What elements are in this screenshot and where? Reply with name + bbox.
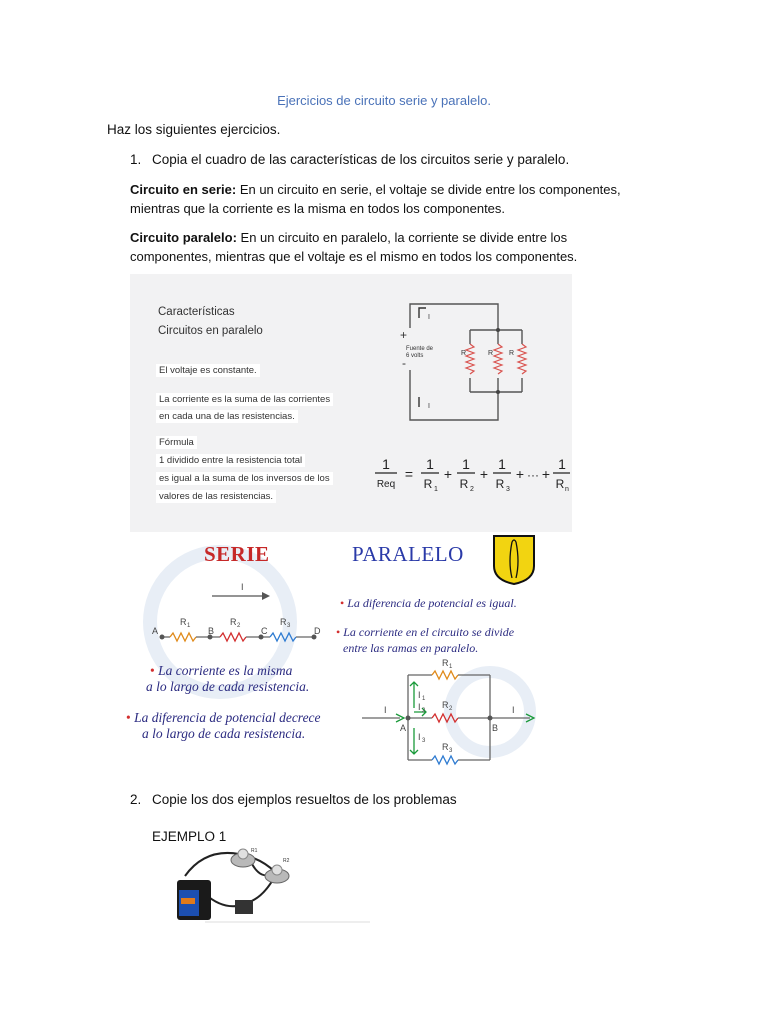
serie-paragraph	[130, 180, 650, 218]
serie-statement-2	[126, 710, 321, 726]
formula-r1: R	[423, 477, 433, 491]
parallel-node-b: B	[492, 723, 499, 733]
formula-r2: R	[459, 477, 469, 491]
circuit-source-2: 6 volts	[406, 353, 424, 359]
serie-text-2a: La diferencia de potencial decrece	[134, 710, 321, 725]
formula-plus-1: +	[443, 466, 453, 482]
paralelo-term: Circuito paralelo:	[130, 230, 237, 245]
formula-r3: R	[495, 477, 505, 491]
serie-paralelo-figure	[126, 532, 546, 772]
exercise-1-text: Copia el cuadro de las características de los circuitos serie y paralelo.	[152, 152, 570, 167]
formula-req: Req	[376, 479, 396, 490]
bullet-icon: •	[126, 710, 131, 725]
circuit-r3-label: R	[509, 350, 515, 357]
formula-sub-3: 3	[506, 486, 510, 493]
char-current-2: en cada una de las resistencias.	[156, 410, 298, 423]
formula-plus-4: +	[541, 466, 551, 482]
serie-term: Circuito en serie:	[130, 182, 237, 197]
formula-num-1: 1	[426, 456, 434, 472]
parallel-circuit-diagram	[390, 292, 540, 432]
exercise-2-number: 2.	[130, 792, 142, 807]
circuit-plus: +	[400, 328, 408, 342]
exercise-2	[130, 792, 457, 807]
exercise-2-text: Copie los dos ejemplos resueltos de los problemas	[152, 792, 457, 807]
serie-statement-1	[150, 663, 292, 679]
circuit-i-bottom: I	[428, 403, 430, 410]
paralelo-text-2a: La corriente en el circuito se divide	[343, 625, 515, 639]
parallel-i2: I	[418, 702, 421, 712]
char-voltage: El voltaje es constante.	[156, 364, 260, 377]
example-1-heading: EJEMPLO 1	[152, 829, 227, 844]
serie-r1: R	[180, 617, 187, 627]
bullet-icon: •	[336, 625, 341, 639]
university-shield-icon	[494, 536, 534, 584]
formula-sub-2: 2	[470, 486, 474, 493]
serie-r2-sub: 2	[237, 623, 241, 629]
serie-node-b: B	[208, 626, 215, 636]
formula-plus-2: +	[479, 466, 489, 482]
parallel-r1: R	[442, 658, 449, 668]
bullet-icon: •	[340, 596, 345, 610]
formula-plus-3: +	[515, 466, 525, 482]
serie-r2: R	[230, 617, 237, 627]
parallel-r1-sub: 1	[449, 664, 453, 670]
serie-heading: SERIE	[204, 542, 270, 566]
switch-icon	[235, 900, 253, 914]
formula-num-n: 1	[558, 456, 566, 472]
parallel-node-a: A	[400, 723, 407, 733]
parallel-r3: R	[442, 742, 449, 752]
paralelo-definition: En un circuito en paralelo, la corriente se divide entre los componentes, mientras que el voltaje es el mismo en todos los componentes.	[130, 230, 578, 264]
parallel-i1: I	[418, 690, 421, 700]
page-title: Ejercicios de circuito serie y paralelo.	[277, 93, 491, 108]
bullet-icon: •	[150, 663, 155, 678]
parallel-r3-sub: 3	[449, 748, 453, 754]
paralelo-paragraph	[130, 228, 650, 266]
char-formula-1: 1 dividido entre la resistencia total	[156, 454, 305, 467]
serie-current-label: I	[241, 582, 244, 592]
example-circuit-photo	[165, 842, 375, 926]
parallel-current-out: I	[512, 705, 515, 715]
char-current-1: La corriente es la suma de las corrientes	[156, 393, 333, 406]
characteristics-figure	[130, 274, 572, 532]
exercise-1-number: 1.	[130, 152, 142, 167]
serie-text-1a: La corriente es la misma	[158, 663, 293, 678]
formula-sub-n: n	[565, 486, 569, 493]
formula-rn: R	[555, 477, 565, 491]
paralelo-text-1: La diferencia de potencial es igual.	[347, 596, 517, 610]
serie-node-c: C	[261, 626, 268, 636]
serie-definition: En un circuito en serie, el voltaje se divide entre los componentes, mientras que la corriente es la misma en todos los componentes.	[130, 182, 621, 216]
parallel-current-in: I	[384, 705, 387, 715]
parallel-i3: I	[418, 732, 421, 742]
circuit-r2-label: R	[488, 350, 494, 357]
bulb-2-icon	[265, 865, 289, 883]
formula-equals: =	[404, 466, 414, 482]
paralelo-text-2b: entre las ramas en paralelo.	[343, 641, 479, 655]
formula-num-2: 1	[462, 456, 470, 472]
circuit-minus: -	[402, 356, 406, 370]
circuit-r1-label: R	[461, 350, 467, 357]
formula-num-3: 1	[498, 456, 506, 472]
paralelo-statement-2	[336, 625, 514, 640]
battery-icon	[177, 880, 211, 920]
photo-label-r1: R1	[251, 848, 258, 854]
char-formula-3: valores de las resistencias.	[156, 490, 276, 503]
serie-r3: R	[280, 617, 287, 627]
serie-node-a: A	[152, 626, 159, 636]
paralelo-statement-1	[340, 596, 517, 611]
circuit-i-top: I	[428, 314, 430, 321]
photo-label-r2: R2	[283, 858, 290, 864]
intro-text: Haz los siguientes ejercicios.	[107, 122, 281, 137]
char-formula-label: Fórmula	[156, 436, 197, 449]
paralelo-heading: PARALELO	[352, 542, 464, 566]
circuit-source-1: Fuente de	[406, 346, 434, 352]
serie-r1-sub: 1	[187, 623, 191, 629]
serie-node-d: D	[314, 626, 321, 636]
resistance-formula	[370, 452, 570, 496]
serie-r3-sub: 3	[287, 623, 291, 629]
exercise-1	[130, 152, 569, 167]
parallel-i2-sub: 2	[422, 708, 426, 714]
formula-num-req: 1	[382, 456, 390, 472]
char-formula-2: es igual a la suma de los inversos de los	[156, 472, 333, 485]
formula-dots: ···	[527, 468, 539, 482]
serie-text-2b: a lo largo de cada resistencia.	[142, 726, 306, 741]
char-title-2: Circuitos en paralelo	[158, 325, 263, 337]
parallel-r2-sub: 2	[449, 706, 453, 712]
serie-text-1b: a lo largo de cada resistencia.	[146, 679, 310, 694]
char-title-1: Características	[158, 306, 235, 318]
parallel-i1-sub: 1	[422, 696, 426, 702]
formula-sub-1: 1	[434, 486, 438, 493]
parallel-i3-sub: 3	[422, 738, 426, 744]
parallel-r2: R	[442, 700, 449, 710]
